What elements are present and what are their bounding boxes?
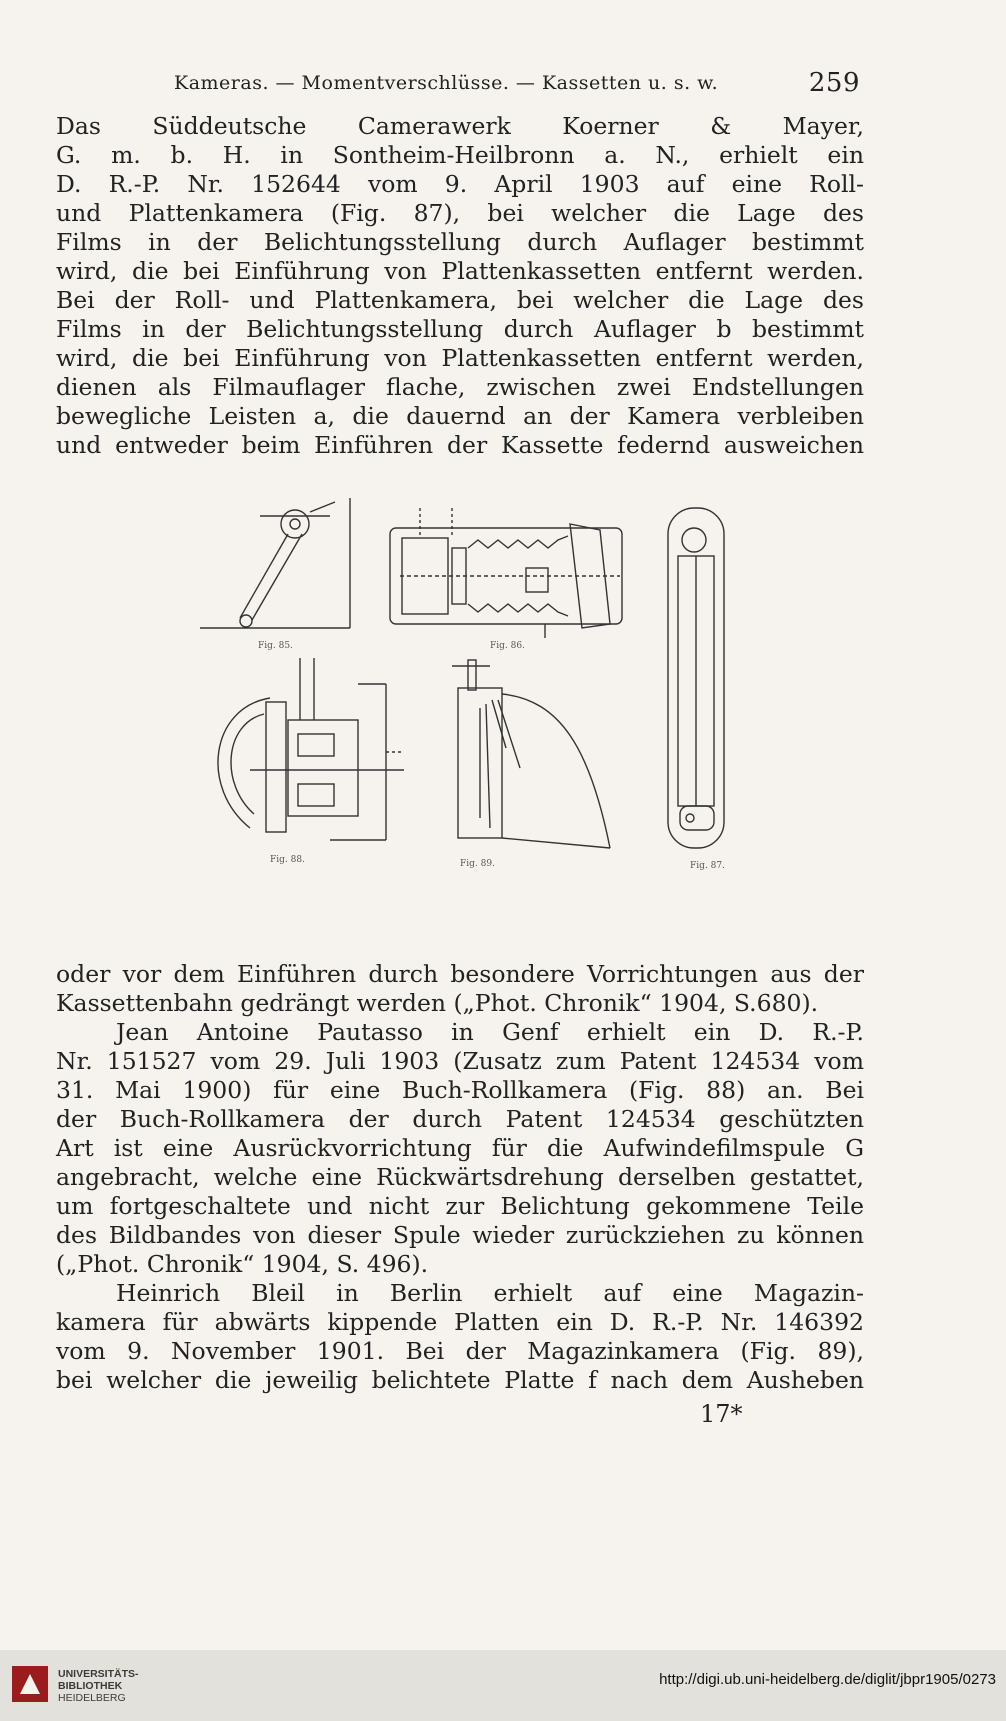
library-logo-icon [10, 1664, 50, 1704]
patent-figures [190, 488, 780, 928]
text-line: („Phot. Chronik“ 1904, S. 496). [56, 1250, 429, 1278]
text-line: Jean Antoine Pautasso in Genf erhielt ein D. R.-P. [116, 1018, 864, 1046]
permalink-url[interactable]: http://digi.ub.uni-heidelberg.de/diglit/jbpr1905/0273 [659, 1671, 996, 1688]
text-line: Kassettenbahn gedrängt werden („Phot. Chronik“ 1904, S.680). [56, 989, 819, 1017]
text-line: dienen als Filmauflager flache, zwischen zwei Endstellungen [56, 373, 864, 401]
caption-fig-87: Fig. 87. [690, 861, 725, 871]
text-line: und Plattenkamera (Fig. 87), bei welcher die Lage des [56, 199, 864, 227]
text-line: bei welcher die jeweilig belichtete Platte f nach dem Ausheben [56, 1366, 864, 1394]
text-line: oder vor dem Einführen durch besondere Vorrichtungen aus der [56, 960, 864, 988]
caption-fig-89: Fig. 89. [460, 859, 495, 869]
fig-87-drawing [668, 508, 724, 848]
footer-bar [0, 1650, 1006, 1721]
text-line: wird, die bei Einführung von Plattenkassetten entfernt werden, [56, 344, 864, 372]
text-line: Nr. 151527 vom 29. Juli 1903 (Zusatz zum Patent 124534 vom [56, 1047, 864, 1075]
fig-86-drawing [390, 508, 622, 638]
library-line-1: UNIVERSITÄTS- [58, 1668, 139, 1680]
fig-85-drawing [200, 498, 350, 628]
caption-fig-85: Fig. 85. [258, 641, 293, 651]
text-line: Heinrich Bleil in Berlin erhielt auf eine Magazin- [116, 1279, 864, 1307]
text-line: G. m. b. H. in Sontheim-Heilbronn a. N., erhielt ein [56, 141, 864, 169]
page-number: 259 [808, 68, 860, 98]
signature-mark: 17* [700, 1400, 743, 1428]
caption-fig-88: Fig. 88. [270, 855, 305, 865]
text-line: der Buch-Rollkamera der durch Patent 124534 geschützten [56, 1105, 864, 1133]
text-line: Art ist eine Ausrückvorrichtung für die Aufwindefilmspule G [56, 1134, 864, 1162]
text-line: D. R.-P. Nr. 152644 vom 9. April 1903 auf eine Roll- [56, 170, 864, 198]
text-line: kamera für abwärts kippende Platten ein D. R.-P. Nr. 146392 [56, 1308, 864, 1336]
text-line: Films in der Belichtungsstellung durch Auflager bestimmt [56, 228, 864, 256]
fig-88-drawing [218, 658, 404, 840]
caption-fig-86: Fig. 86. [490, 641, 525, 651]
text-line: Bei der Roll- und Plattenkamera, bei welcher die Lage des [56, 286, 864, 314]
library-line-3: HEIDELBERG [58, 1692, 126, 1704]
text-line: und entweder beim Einführen der Kassette federnd ausweichen [56, 431, 864, 459]
text-line: bewegliche Leisten a, die dauernd an der Kamera verbleiben [56, 402, 864, 430]
text-line: Das Süddeutsche Camerawerk Koerner & Mayer, [56, 112, 864, 140]
text-line: wird, die bei Einführung von Plattenkassetten entfernt werden. [56, 257, 864, 285]
running-header [174, 64, 860, 98]
text-line: vom 9. November 1901. Bei der Magazinkamera (Fig. 89), [56, 1337, 864, 1365]
library-line-2: BIBLIOTHEK [58, 1680, 123, 1692]
text-line: Films in der Belichtungsstellung durch Auflager b bestimmt [56, 315, 864, 343]
text-line: um fortgeschaltete und nicht zur Belichtung gekommene Teile [56, 1192, 864, 1220]
fig-89-drawing [452, 660, 610, 848]
text-line: 31. Mai 1900) für eine Buch-Rollkamera (Fig. 88) an. Bei [56, 1076, 864, 1104]
library-name [58, 1668, 139, 1704]
running-title: Kameras. — Momentverschlüsse. — Kassetten u. s. w. [174, 72, 719, 94]
figures-drawing [190, 488, 780, 928]
text-line: des Bildbandes von dieser Spule wieder zurückziehen zu können [56, 1221, 864, 1249]
text-line: angebracht, welche eine Rückwärtsdrehung derselben gestattet, [56, 1163, 864, 1191]
